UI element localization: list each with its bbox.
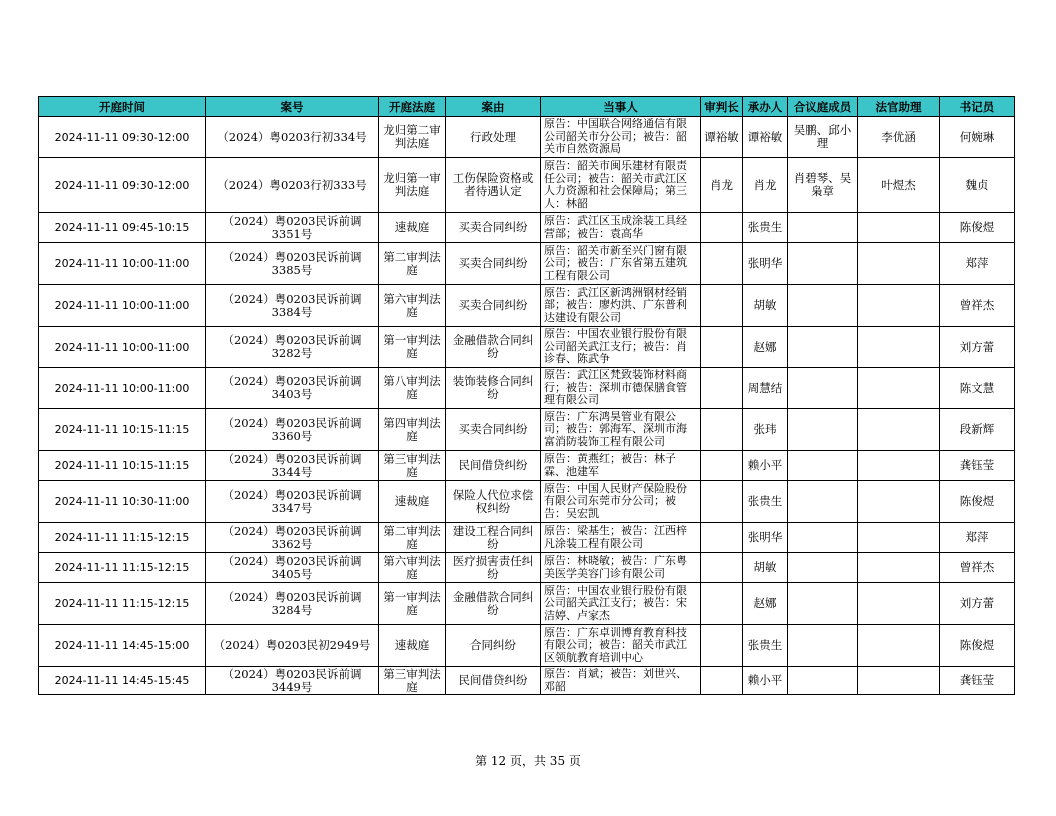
cell-panel-members: [788, 213, 858, 243]
cell-handler-text: 赖小平: [747, 674, 783, 687]
cell-clerk-text: 曾祥杰: [959, 561, 995, 574]
cell-presiding-judge: [701, 667, 743, 695]
cell-panel-members: [788, 583, 858, 625]
table-row: [39, 409, 1015, 451]
cell-time: [39, 243, 206, 285]
cell-court: [379, 583, 446, 625]
cell-parties-text: 原告：韶关市闽乐建材有限责任公司；被告：韶关市武江区人力资源和社会保障局；第三人：林韶: [544, 160, 687, 210]
cell-parties-text: 原告：武江区新鸿洲钢材经销部；被告：廖灼洪、广东普利达建设有限公司: [544, 286, 687, 324]
cell-panel-members: [788, 481, 858, 523]
cell-judge-assistant: [858, 523, 940, 553]
cell-judge-assistant: [858, 667, 940, 695]
cell-judge-assistant: [858, 583, 940, 625]
cell-presiding-judge: [701, 327, 743, 368]
cell-case-number-text: （2024）粤0203民诉前调3284号: [222, 590, 362, 617]
hearing-schedule-table: [38, 96, 1015, 695]
cell-handler: [743, 327, 788, 368]
table-row: [39, 285, 1015, 327]
cell-presiding-judge: [701, 368, 743, 409]
cell-clerk: [940, 243, 1015, 285]
cell-court-text: 第三审判法庭: [383, 452, 441, 479]
cell-parties-text: 原告：梁基生；被告：江西梓凡涂装工程有限公司: [544, 525, 687, 550]
cell-presiding-judge: [701, 583, 743, 625]
cell-cause-text: 工伤保险资格或者待遇认定: [452, 172, 534, 198]
cell-court: [379, 409, 446, 451]
cell-court: [379, 667, 446, 695]
cell-case-number: [206, 481, 379, 523]
cell-clerk-text: 刘方蕾: [959, 340, 995, 354]
cell-handler: [743, 243, 788, 285]
cell-panel-members: [788, 285, 858, 327]
cell-panel-members-text: 肖碧琴、吴枭章: [793, 172, 852, 198]
header-court: 开庭法庭: [379, 97, 446, 117]
cell-cause: [446, 213, 541, 243]
table-row: [39, 481, 1015, 523]
cell-handler-text: 周慧结: [747, 381, 783, 395]
header-clerk: 书记员: [940, 97, 1015, 117]
cell-cause: [446, 409, 541, 451]
cell-time: [39, 583, 206, 625]
cell-parties: [541, 409, 701, 451]
table-header-row: [39, 97, 1015, 117]
cell-handler-text: 赵娜: [753, 340, 777, 354]
cell-parties: [541, 625, 701, 667]
header-presiding-judge: 审判长: [701, 97, 743, 117]
cell-cause: [446, 553, 541, 583]
table-row: [39, 327, 1015, 368]
table-row: [39, 158, 1015, 213]
cell-parties: [541, 213, 701, 243]
cell-parties-text: 原告：中国人民财产保险股份有限公司东莞市分公司；被告：吴宏凯: [544, 482, 687, 520]
cell-clerk-text: 陈文慧: [959, 381, 995, 395]
cell-cause-text: 买卖合同纠纷: [458, 423, 528, 436]
cell-parties: [541, 583, 701, 625]
cell-cause-text: 金融借款合同纠纷: [452, 334, 534, 360]
cell-court-text: 速裁庭: [394, 221, 430, 234]
cell-clerk-text: 何婉琳: [959, 130, 995, 144]
cell-case-number-text: （2024）粤0203民诉前调3344号: [222, 452, 362, 479]
cell-clerk: [940, 327, 1015, 368]
cell-parties: [541, 667, 701, 695]
cell-judge-assistant: [858, 451, 940, 481]
cell-cause-text: 金融借款合同纠纷: [452, 590, 534, 617]
cell-parties: [541, 451, 701, 481]
header-cause: 案由: [446, 97, 541, 117]
cell-case-number-text: （2024）粤0203民诉前调3360号: [222, 416, 362, 443]
cell-parties: [541, 368, 701, 409]
cell-court: [379, 213, 446, 243]
cell-case-number: [206, 213, 379, 243]
cell-court-text: 第二审判法庭: [383, 250, 441, 277]
cell-case-number: [206, 553, 379, 583]
table-row: [39, 667, 1015, 695]
cell-handler-text: 谭裕敏: [747, 130, 783, 144]
cell-clerk: [940, 409, 1015, 451]
cell-presiding-judge: [701, 285, 743, 327]
cell-time-text: 2024-11-11 10:00-11:00: [54, 257, 190, 270]
cell-case-number: [206, 285, 379, 327]
cell-court: [379, 451, 446, 481]
cell-cause: [446, 327, 541, 368]
cell-cause: [446, 117, 541, 158]
cell-panel-members: [788, 117, 858, 158]
cell-case-number-text: （2024）粤0203民诉前调3362号: [222, 524, 362, 551]
cell-parties: [541, 523, 701, 553]
cell-cause-text: 合同纠纷: [470, 639, 516, 652]
cell-cause: [446, 625, 541, 667]
cell-court-text: 速裁庭: [394, 639, 430, 652]
cell-handler-text: 张玮: [753, 423, 777, 436]
cell-time: [39, 451, 206, 481]
cell-parties-text: 原告：中国联合网络通信有限公司韶关市分公司；被告：韶关市自然资源局: [544, 118, 687, 156]
cell-case-number-text: （2024）粤0203民诉前调3351号: [222, 214, 362, 241]
cell-panel-members: [788, 553, 858, 583]
table-row: [39, 583, 1015, 625]
cell-time-text: 2024-11-11 09:45-10:15: [54, 221, 190, 234]
cell-parties-text: 原告：中国农业银行股份有限公司韶关武江支行；被告：肖诊春、陈武争: [544, 328, 687, 366]
cell-clerk: [940, 553, 1015, 583]
cell-handler-text: 张贵生: [747, 639, 783, 652]
cell-clerk: [940, 158, 1015, 213]
cell-presiding-judge: [701, 243, 743, 285]
cell-time-text: 2024-11-11 10:30-11:00: [54, 495, 190, 508]
table-row: [39, 243, 1015, 285]
table-row: [39, 625, 1015, 667]
header-parties: 当事人: [541, 97, 701, 117]
cell-presiding-judge: [701, 523, 743, 553]
cell-parties: [541, 243, 701, 285]
cell-clerk: [940, 117, 1015, 158]
cell-parties: [541, 158, 701, 213]
cell-judge-assistant: [858, 409, 940, 451]
cell-panel-members-text: 吴鹏、邱小理: [793, 124, 852, 150]
cell-court: [379, 368, 446, 409]
cell-handler: [743, 583, 788, 625]
cell-presiding-judge-text: 谭裕敏: [704, 130, 739, 144]
cell-court-text: 第六审判法庭: [383, 292, 441, 319]
cell-panel-members: [788, 368, 858, 409]
cell-clerk-text: 曾祥杰: [959, 299, 995, 312]
cell-handler: [743, 451, 788, 481]
cell-cause-text: 民间借贷纠纷: [458, 674, 528, 687]
cell-court: [379, 117, 446, 158]
cell-time-text: 2024-11-11 10:00-11:00: [54, 299, 190, 312]
cell-parties-text: 原告：广东卓训博育教育科技有限公司；被告：韶关市武江区领航教育培训中心: [544, 626, 687, 664]
cell-handler: [743, 667, 788, 695]
cell-presiding-judge: [701, 117, 743, 158]
cell-time: [39, 553, 206, 583]
cell-clerk: [940, 213, 1015, 243]
cell-handler-text: 赖小平: [747, 459, 783, 472]
cell-presiding-judge: [701, 553, 743, 583]
cell-handler-text: 张贵生: [747, 221, 783, 234]
cell-judge-assistant: [858, 117, 940, 158]
cell-cause-text: 买卖合同纠纷: [458, 299, 528, 312]
cell-case-number-text: （2024）粤0203民诉前调3282号: [222, 334, 362, 360]
cell-time-text: 2024-11-11 11:15-12:15: [54, 531, 190, 544]
cell-handler-text: 胡敏: [753, 561, 777, 574]
cell-clerk: [940, 368, 1015, 409]
cell-clerk: [940, 667, 1015, 695]
cell-court: [379, 523, 446, 553]
cell-time: [39, 667, 206, 695]
cell-cause: [446, 368, 541, 409]
cell-case-number: [206, 243, 379, 285]
cell-court: [379, 285, 446, 327]
cell-judge-assistant: [858, 213, 940, 243]
cell-case-number: [206, 368, 379, 409]
cell-handler-text: 张明华: [747, 531, 783, 544]
cell-case-number-text: （2024）粤0203民诉前调3449号: [222, 667, 362, 694]
cell-handler: [743, 625, 788, 667]
cell-clerk-text: 陈俊煜: [959, 221, 995, 234]
cell-time-text: 2024-11-11 09:30-12:00: [54, 130, 190, 144]
cell-judge-assistant: [858, 243, 940, 285]
cell-clerk-text: 龚钰莹: [959, 674, 995, 687]
cell-parties: [541, 481, 701, 523]
cell-judge-assistant: [858, 368, 940, 409]
cell-case-number: [206, 667, 379, 695]
cell-handler-text: 肖龙: [753, 178, 777, 192]
cell-time: [39, 158, 206, 213]
cell-clerk: [940, 523, 1015, 553]
cell-handler: [743, 368, 788, 409]
cell-cause-text: 买卖合同纠纷: [458, 221, 528, 234]
cell-court-text: 第一审判法庭: [383, 334, 441, 360]
cell-case-number: [206, 523, 379, 553]
cell-judge-assistant: [858, 481, 940, 523]
cell-parties: [541, 285, 701, 327]
cell-cause: [446, 523, 541, 553]
cell-handler: [743, 481, 788, 523]
cell-parties-text: 原告：肖斌；被告：刘世兴、邓韶: [544, 668, 687, 693]
cell-court-text: 第六审判法庭: [383, 554, 441, 581]
cell-cause-text: 装饰装修合同纠纷: [452, 375, 534, 401]
cell-parties-text: 原告：武江区玉成涂装工具经营部；被告：袁高华: [544, 215, 687, 240]
cell-clerk-text: 陈俊煜: [959, 495, 995, 508]
cell-judge-assistant: [858, 553, 940, 583]
table-row: [39, 117, 1015, 158]
cell-parties: [541, 117, 701, 158]
cell-parties-text: 原告：武江区梵致装饰材料商行；被告：深圳市德保膳食管理有限公司: [544, 369, 687, 407]
cell-cause-text: 民间借贷纠纷: [458, 459, 528, 472]
cell-case-number: [206, 451, 379, 481]
cell-cause-text: 医疗损害责任纠纷: [452, 554, 534, 581]
cell-time-text: 2024-11-11 11:15-12:15: [54, 561, 190, 574]
cell-handler-text: 胡敏: [753, 299, 777, 312]
table-row: [39, 553, 1015, 583]
cell-panel-members: [788, 667, 858, 695]
cell-court-text: 第八审判法庭: [383, 375, 441, 401]
cell-time-text: 2024-11-11 10:00-11:00: [54, 340, 190, 354]
cell-court-text: 第二审判法庭: [383, 524, 441, 551]
cell-clerk: [940, 625, 1015, 667]
cell-presiding-judge: [701, 213, 743, 243]
cell-court: [379, 481, 446, 523]
cell-case-number-text: （2024）粤0203民诉前调3403号: [222, 375, 362, 401]
cell-court-text: 龙归第一审判法庭: [383, 172, 441, 198]
table-row: [39, 213, 1015, 243]
cell-cause: [446, 451, 541, 481]
cell-case-number-text: （2024）粤0203民诉前调3385号: [222, 250, 362, 277]
cell-clerk-text: 魏贞: [965, 178, 989, 192]
cell-handler-text: 张明华: [747, 257, 783, 270]
cell-case-number-text: （2024）粤0203行初333号: [217, 178, 367, 192]
cell-panel-members: [788, 158, 858, 213]
cell-court: [379, 327, 446, 368]
cell-presiding-judge-text: 肖龙: [710, 178, 733, 192]
cell-court: [379, 625, 446, 667]
cell-clerk: [940, 481, 1015, 523]
cell-case-number: [206, 625, 379, 667]
cell-parties-text: 原告：黄燕红；被告：林子霖、池建军: [544, 453, 676, 478]
cell-cause: [446, 667, 541, 695]
cell-cause-text: 行政处理: [470, 130, 516, 144]
cell-court-text: 第一审判法庭: [383, 590, 441, 617]
cell-court-text: 速裁庭: [394, 495, 430, 508]
cell-parties: [541, 553, 701, 583]
cell-time: [39, 625, 206, 667]
cell-time-text: 2024-11-11 10:15-11:15: [54, 459, 190, 472]
cell-parties-text: 原告：广东鸿昊管业有限公司；被告：郭海军、深圳市海富消防装饰工程有限公司: [544, 410, 687, 448]
cell-time-text: 2024-11-11 11:15-12:15: [54, 597, 190, 610]
cell-cause-text: 建设工程合同纠纷: [452, 524, 534, 551]
cell-time: [39, 327, 206, 368]
cell-handler-text: 张贵生: [747, 495, 783, 508]
cell-panel-members: [788, 523, 858, 553]
cell-case-number-text: （2024）粤0203民诉前调3384号: [222, 292, 362, 319]
header-judge-assistant: 法官助理: [858, 97, 940, 117]
cell-time: [39, 117, 206, 158]
cell-parties: [541, 327, 701, 368]
cell-case-number-text: （2024）粤0203民诉前调3405号: [222, 554, 362, 581]
table-row: [39, 523, 1015, 553]
cell-time-text: 2024-11-11 14:45-15:00: [54, 639, 190, 652]
cell-handler: [743, 523, 788, 553]
cell-presiding-judge: [701, 451, 743, 481]
cell-panel-members: [788, 327, 858, 368]
table-row: [39, 451, 1015, 481]
header-panel-members: 合议庭成员: [788, 97, 858, 117]
cell-judge-assistant: [858, 285, 940, 327]
cell-case-number: [206, 117, 379, 158]
cell-clerk-text: 刘方蕾: [959, 597, 995, 610]
cell-judge-assistant: [858, 625, 940, 667]
cell-clerk-text: 郑萍: [965, 257, 989, 270]
cell-presiding-judge: [701, 481, 743, 523]
cell-case-number-text: （2024）粤0203民诉前调3347号: [222, 488, 362, 515]
cell-case-number: [206, 409, 379, 451]
cell-cause-text: 保险人代位求偿权纠纷: [452, 488, 534, 515]
cell-panel-members: [788, 625, 858, 667]
cell-time-text: 2024-11-11 10:00-11:00: [54, 381, 190, 395]
cell-time-text: 2024-11-11 09:30-12:00: [54, 178, 190, 192]
cell-time: [39, 409, 206, 451]
header-case-number: 案号: [206, 97, 379, 117]
cell-clerk: [940, 583, 1015, 625]
cell-court-text: 龙归第二审判法庭: [383, 124, 441, 150]
cell-handler: [743, 553, 788, 583]
cell-time-text: 2024-11-11 10:15-11:15: [54, 423, 190, 436]
cell-judge-assistant: [858, 327, 940, 368]
cell-time: [39, 481, 206, 523]
cell-time: [39, 523, 206, 553]
cell-judge-assistant: [858, 158, 940, 213]
cell-parties-text: 原告：中国农业银行股份有限公司韶关武江支行；被告：宋洁婷、卢家杰: [544, 584, 687, 622]
cell-court-text: 第四审判法庭: [383, 416, 441, 443]
cell-presiding-judge: [701, 158, 743, 213]
cell-panel-members: [788, 243, 858, 285]
cell-clerk-text: 陈俊煜: [959, 639, 995, 652]
cell-handler: [743, 213, 788, 243]
table-row: [39, 368, 1015, 409]
cell-clerk: [940, 285, 1015, 327]
cell-cause: [446, 285, 541, 327]
cell-clerk: [940, 451, 1015, 481]
cell-cause: [446, 158, 541, 213]
cell-handler: [743, 158, 788, 213]
cell-clerk-text: 郑萍: [965, 531, 989, 544]
cell-clerk-text: 段新辉: [959, 423, 995, 436]
cell-court-text: 第三审判法庭: [383, 667, 441, 694]
cell-cause-text: 买卖合同纠纷: [458, 257, 528, 270]
header-handler: 承办人: [743, 97, 788, 117]
cell-case-number-text: （2024）粤0203民初2949号: [213, 639, 371, 652]
cell-cause: [446, 481, 541, 523]
cell-case-number: [206, 583, 379, 625]
header-time: 开庭时间: [39, 97, 206, 117]
cell-panel-members: [788, 451, 858, 481]
cell-time: [39, 213, 206, 243]
cell-cause: [446, 243, 541, 285]
cell-handler-text: 赵娜: [753, 597, 777, 610]
cell-court: [379, 553, 446, 583]
cell-judge-assistant-text: 叶煜杰: [881, 178, 916, 192]
cell-time: [39, 285, 206, 327]
cell-case-number: [206, 158, 379, 213]
cell-clerk-text: 龚钰莹: [959, 459, 995, 472]
cell-case-number: [206, 327, 379, 368]
cell-time-text: 2024-11-11 14:45-15:45: [54, 674, 190, 687]
cell-parties-text: 原告：林晓敏；被告：广东粤美医学美容门诊有限公司: [544, 555, 687, 580]
cell-court: [379, 243, 446, 285]
cell-parties-text: 原告：韶关市新至兴门窗有限公司；被告：广东省第五建筑工程有限公司: [544, 244, 687, 282]
cell-presiding-judge: [701, 409, 743, 451]
cell-cause: [446, 583, 541, 625]
cell-handler: [743, 285, 788, 327]
cell-panel-members: [788, 409, 858, 451]
cell-presiding-judge: [701, 625, 743, 667]
cell-time: [39, 368, 206, 409]
cell-court: [379, 158, 446, 213]
page-footer: 第 12 页，共 35 页: [475, 754, 581, 768]
cell-handler: [743, 117, 788, 158]
cell-handler: [743, 409, 788, 451]
cell-judge-assistant-text: 李优涵: [881, 130, 916, 144]
cell-case-number-text: （2024）粤0203行初334号: [217, 130, 367, 144]
table-body: [39, 117, 1015, 695]
